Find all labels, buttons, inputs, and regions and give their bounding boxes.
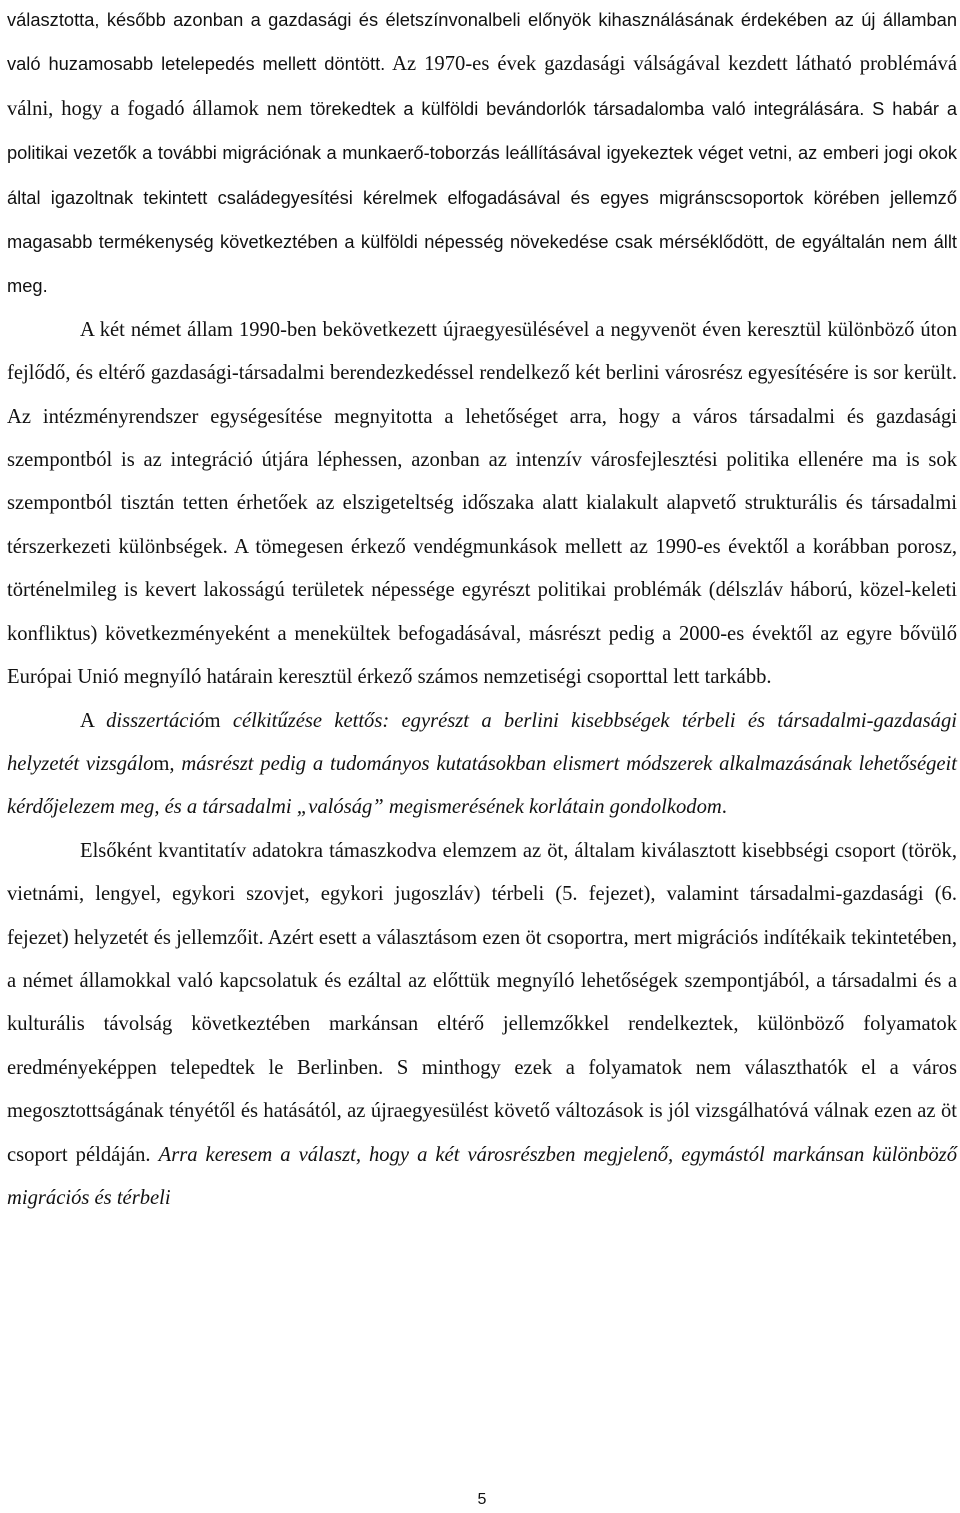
paragraph-4	[7, 830, 957, 1221]
paragraph-3-italic-1: disszertáció	[106, 709, 205, 732]
paragraph-3-segment-4: .	[721, 796, 727, 819]
paragraph-3	[7, 700, 957, 830]
paragraph-1-segment-a: választotta, később azonban a gazdasági és életszínvonalbeli előnyök kihasználásának érdekében az új államban való huzamosabb letelepedés mellett döntött.	[7, 9, 957, 75]
paragraph-1-segment-b: Az 1970-es évek gazdasági válságával kezdett látható problémává válni, hogy a fogadó államok nem	[7, 53, 957, 120]
paragraph-3-segment-1: A	[80, 709, 107, 732]
paragraph-3-italic-3: , másrészt pedig a tudományos kutatásokban elismert módszerek alkalmazásának lehetőségeit kérdőjelezem meg, és a társadalmi „valóság” megismerésének korlátain gondolkodom	[7, 752, 957, 819]
document-page	[7, 0, 957, 1513]
paragraph-4-text: Elsőként kvantitatív adatokra támaszkodva elemzem az öt, általam kiválasztott kisebbségi csoport (török, vietnámi, lengyel, egykori szovjet, egykori jugoszláv) térbeli (5. fejezet), valamint társadalmi-gazdasági (6. fejezet) helyzetét és jellemzőit. Azért esett a választásom ezen öt csoportra, mert migrációs indítékaik tekintetében, a német államokkal való kapcsolatuk és ezáltal az előttük megnyíló lehetőségek szempontjából, a társadalmi és a kulturális távolság következtében markánsan eltérő jellemzőkkel rendelkeztek, különböző folyamatok eredményeképpen telepedtek le Berlinben. S minthogy ezek a folyamatok nem választhatók el a város megosztottságának tényétől és hatásától, az újraegyesülést követő változások is jól vizsgálhatóvá válnak ezen az öt csoport példáján.	[7, 839, 957, 1166]
page-number: 5	[477, 1491, 487, 1508]
paragraph-3-segment-3: m	[153, 752, 170, 775]
paragraph-4-italic-tail: Arra keresem a választ, hogy a két városrészben megjelenő, egymástól markánsan különböző migrációs és térbeli	[7, 1143, 957, 1209]
paragraph-1-segment-c: törekedtek a külföldi bevándorlók társadalomba való integrálására. S habár a politikai vezetők a további migrációnak a munkaerő-toborzás leállításával igyekeztek véget vetni, az emberi jogi okok által igazoltnak tekintett családegyesítési kérelmek elfogadásával és egyes migránscsoportok körében jellemző magasabb termékenység következtében a külföldi népesség növekedése csak mérséklődött, de egyáltalán nem állt meg.	[7, 97, 957, 297]
paragraph-3-italic-2: célkitűzése kettős: egyrészt a berlini kisebbségek térbeli és társadalmi-gazdasági helyzetét vizsgálo	[7, 709, 958, 775]
body-text	[7, 0, 957, 1220]
paragraph-1	[7, 0, 957, 309]
paragraph-2: A két német állam 1990-ben bekövetkezett újraegyesülésével a negyvenöt éven keresztül különböző úton fejlődő, és eltérő gazdasági-társadalmi berendezkedéssel rendelkező két berlini városrész egyesítésére is sor került. Az intézményrendszer egységesítése megnyitotta a lehetőséget arra, hogy a város társadalmi és gazdasági szempontból is az integráció útjára léphessen, azonban az intenzív városfejlesztési politika ellenére ma is sok szempontból tisztán tetten érhetőek az elszigeteltség időszaka alatt kialakult alapvető strukturális és társadalmi térszerkezeti különbségek. A tömegesen érkező vendégmunkások mellett az 1990-es évektől a korábban porosz, történelmileg is kevert lakosságú területek népessége egyrészt politikai problémák (délszláv háború, közel-keleti konfliktus) következményeként a menekültek befogadásával, másrészt pedig a 2000-es évektől az egyre bővülő Európai Unió megnyíló határain keresztül érkező számos nemzetiségi csoporttal lett tarkább.	[7, 318, 957, 689]
paragraph-3-segment-2: m	[204, 709, 233, 732]
